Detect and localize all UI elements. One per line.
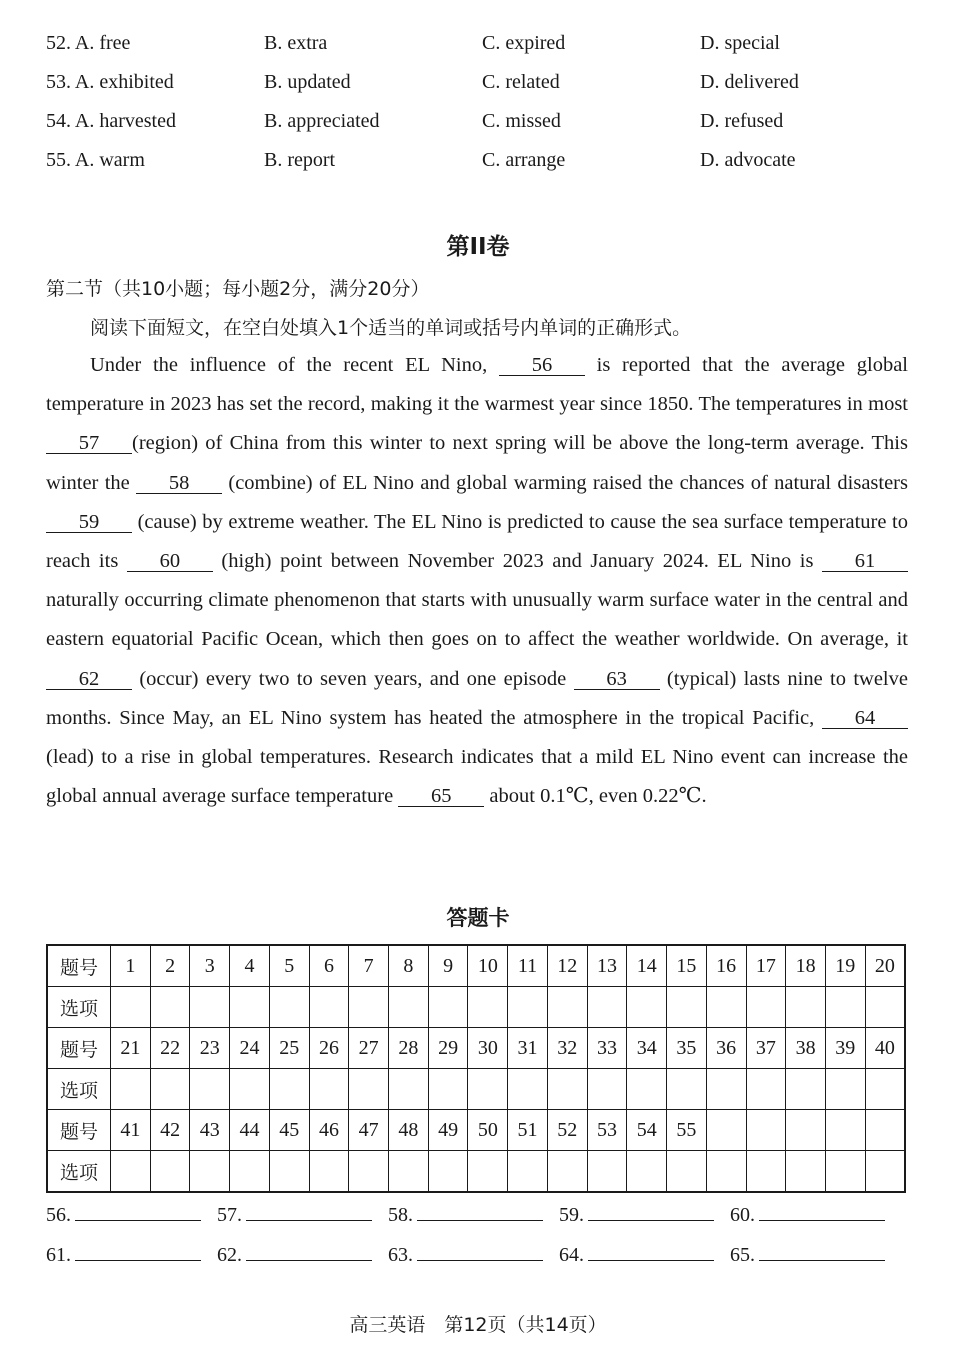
question-number-cell: 52 bbox=[547, 1110, 587, 1151]
instruction: 阅读下面短文，在空白处填入1个适当的单词或括号内单词的正确形式。 bbox=[90, 317, 692, 339]
question-number-cell: 10 bbox=[468, 945, 508, 987]
question-number-cell: 39 bbox=[825, 1028, 865, 1069]
choice-cell[interactable] bbox=[468, 987, 508, 1028]
choice-cell[interactable] bbox=[428, 987, 468, 1028]
choice-cell[interactable] bbox=[746, 987, 786, 1028]
blank-62[interactable]: 62 bbox=[46, 669, 132, 690]
option-d: D. refused bbox=[700, 110, 784, 132]
choice-cell[interactable] bbox=[825, 987, 865, 1028]
question-number-cell bbox=[825, 1110, 865, 1151]
choice-cell[interactable] bbox=[230, 1151, 270, 1193]
choice-cell[interactable] bbox=[667, 1151, 707, 1193]
choice-cell[interactable] bbox=[667, 987, 707, 1028]
question-number-cell: 35 bbox=[667, 1028, 707, 1069]
answer-card-title: 答题卡 bbox=[446, 906, 510, 930]
choice-cell[interactable] bbox=[230, 1069, 270, 1110]
option-a: 54. A. harvested bbox=[46, 110, 176, 132]
passage-text: (combine) of EL Nino and global warming raised the chances of natural disasters bbox=[222, 471, 908, 494]
answer-line[interactable]: 58. bbox=[388, 1204, 543, 1227]
number-label: 题号 bbox=[47, 1028, 111, 1069]
question-number-cell: 25 bbox=[269, 1028, 309, 1069]
choice-cell[interactable] bbox=[111, 1069, 151, 1110]
option-b: B. report bbox=[264, 149, 336, 171]
answer-line[interactable]: 63. bbox=[388, 1244, 543, 1267]
choice-cell[interactable] bbox=[150, 987, 190, 1028]
choice-cell[interactable] bbox=[389, 1069, 429, 1110]
option-d: D. delivered bbox=[700, 71, 799, 93]
blank-63[interactable]: 63 bbox=[574, 669, 660, 690]
choice-cell[interactable] bbox=[547, 1069, 587, 1110]
page-footer: 高三英语 第12页（共14页） bbox=[349, 1314, 607, 1336]
question-number-cell bbox=[865, 1110, 905, 1151]
question-number-cell: 14 bbox=[627, 945, 667, 987]
choice-row bbox=[47, 987, 905, 1028]
choice-cell[interactable] bbox=[269, 1069, 309, 1110]
choice-cell[interactable] bbox=[349, 1069, 389, 1110]
question-number-cell: 15 bbox=[667, 945, 707, 987]
question-number-cell: 8 bbox=[389, 945, 429, 987]
question-number-cell: 32 bbox=[547, 1028, 587, 1069]
choice-cell[interactable] bbox=[111, 1151, 151, 1193]
blank-59[interactable]: 59 bbox=[46, 512, 132, 533]
question-number-cell: 47 bbox=[349, 1110, 389, 1151]
choice-cell[interactable] bbox=[587, 1151, 627, 1193]
question-number-cell: 42 bbox=[150, 1110, 190, 1151]
choice-cell[interactable] bbox=[786, 1069, 826, 1110]
choice-cell[interactable] bbox=[428, 1069, 468, 1110]
question-number-cell: 27 bbox=[349, 1028, 389, 1069]
question-number-cell: 18 bbox=[786, 945, 826, 987]
choice-cell[interactable] bbox=[111, 987, 151, 1028]
question-number-cell: 54 bbox=[627, 1110, 667, 1151]
answer-line[interactable]: 56. bbox=[46, 1204, 201, 1227]
choice-label: 选项 bbox=[47, 1069, 111, 1110]
blank-58[interactable]: 58 bbox=[136, 473, 222, 494]
choice-cell[interactable] bbox=[627, 987, 667, 1028]
choice-cell[interactable] bbox=[587, 1069, 627, 1110]
option-d: D. special bbox=[700, 32, 780, 54]
option-a: 53. A. exhibited bbox=[46, 71, 174, 93]
question-number-cell: 12 bbox=[547, 945, 587, 987]
option-row bbox=[46, 71, 916, 101]
question-number-cell: 23 bbox=[190, 1028, 230, 1069]
question-number-cell: 28 bbox=[389, 1028, 429, 1069]
answer-line[interactable]: 65. bbox=[730, 1244, 885, 1267]
choice-cell[interactable] bbox=[230, 987, 270, 1028]
blank-64[interactable]: 64 bbox=[822, 708, 908, 729]
passage-text: about 0.1℃, even 0.22℃. bbox=[484, 785, 707, 808]
choice-cell[interactable] bbox=[389, 1151, 429, 1193]
choice-cell[interactable] bbox=[349, 1151, 389, 1193]
choice-cell[interactable] bbox=[865, 987, 905, 1028]
choice-cell[interactable] bbox=[746, 1151, 786, 1193]
option-b: B. appreciated bbox=[264, 110, 380, 132]
question-number-cell: 17 bbox=[746, 945, 786, 987]
section-title: 第二节（共10小题；每小题2分，满分20分） bbox=[46, 278, 430, 300]
passage-text: (typical) lasts nine to twelve months. Since May, an EL Nino system has heated the atmosphere in the tropical Pacific, bbox=[46, 667, 908, 729]
choice-cell[interactable] bbox=[865, 1069, 905, 1110]
passage-text: (lead) to a rise in global temperatures. Research indicates that a mild EL Nino event can increase the global annual average surface temperature bbox=[46, 746, 908, 808]
choice-cell[interactable] bbox=[706, 987, 746, 1028]
question-number-cell: 55 bbox=[667, 1110, 707, 1151]
choice-cell[interactable] bbox=[508, 1151, 548, 1193]
option-a: 55. A. warm bbox=[46, 149, 145, 171]
question-number-cell: 41 bbox=[111, 1110, 151, 1151]
choice-label: 选项 bbox=[47, 1151, 111, 1193]
choice-cell[interactable] bbox=[269, 1151, 309, 1193]
passage-text: (region) of China from this winter to next spring will be above the long-term average. This winter the bbox=[46, 432, 908, 494]
question-number-cell: 50 bbox=[468, 1110, 508, 1151]
choice-cell[interactable] bbox=[547, 987, 587, 1028]
passage-text: is reported that the average global temperature in 2023 has set the record, making it the warmest year since 1850. The temperatures in most bbox=[46, 354, 909, 416]
question-number-cell: 13 bbox=[587, 945, 627, 987]
question-number-cell: 3 bbox=[190, 945, 230, 987]
option-b: B. extra bbox=[264, 32, 328, 54]
blank-61[interactable]: 61 bbox=[822, 551, 908, 572]
choice-cell[interactable] bbox=[349, 987, 389, 1028]
question-number-cell: 37 bbox=[746, 1028, 786, 1069]
question-number-cell: 46 bbox=[309, 1110, 349, 1151]
answer-line[interactable]: 61. bbox=[46, 1244, 201, 1267]
question-number-cell: 19 bbox=[825, 945, 865, 987]
question-number-cell: 1 bbox=[111, 945, 151, 987]
question-number-cell: 40 bbox=[865, 1028, 905, 1069]
choice-cell[interactable] bbox=[508, 987, 548, 1028]
question-number-cell: 20 bbox=[865, 945, 905, 987]
number-row bbox=[47, 1028, 905, 1069]
volume-title: 第II卷 bbox=[446, 234, 510, 260]
passage-text: (occur) every two to seven years, and one episode bbox=[132, 667, 574, 690]
blank-57[interactable]: 57 bbox=[46, 433, 132, 454]
passage-text: naturally occurring climate phenomenon that starts with unusually warm surface water in the central and eastern equatorial Pacific Ocean, which then goes on to affect the weather worldwide. On average, it bbox=[46, 589, 908, 651]
question-number-cell: 38 bbox=[786, 1028, 826, 1069]
option-c: C. related bbox=[482, 71, 560, 93]
choice-cell[interactable] bbox=[468, 1069, 508, 1110]
question-number-cell: 22 bbox=[150, 1028, 190, 1069]
choice-cell[interactable] bbox=[309, 1151, 349, 1193]
passage bbox=[46, 346, 908, 816]
question-number-cell: 48 bbox=[389, 1110, 429, 1151]
question-number-cell: 4 bbox=[230, 945, 270, 987]
choice-cell[interactable] bbox=[706, 1151, 746, 1193]
question-number-cell: 26 bbox=[309, 1028, 349, 1069]
option-row bbox=[46, 149, 916, 179]
choice-cell[interactable] bbox=[627, 1069, 667, 1110]
question-number-cell: 45 bbox=[269, 1110, 309, 1151]
question-number-cell: 21 bbox=[111, 1028, 151, 1069]
answer-line[interactable]: 59. bbox=[559, 1204, 714, 1227]
question-number-cell bbox=[706, 1110, 746, 1151]
question-number-cell: 5 bbox=[269, 945, 309, 987]
choice-cell[interactable] bbox=[627, 1151, 667, 1193]
blank-60[interactable]: 60 bbox=[127, 551, 213, 572]
choice-cell[interactable] bbox=[508, 1069, 548, 1110]
number-label: 题号 bbox=[47, 945, 111, 987]
option-a: 52. A. free bbox=[46, 32, 131, 54]
question-number-cell: 24 bbox=[230, 1028, 270, 1069]
question-number-cell: 11 bbox=[508, 945, 548, 987]
option-row bbox=[46, 32, 916, 62]
answer-line[interactable]: 60. bbox=[730, 1204, 885, 1227]
answer-line[interactable]: 57. bbox=[217, 1204, 372, 1227]
question-number-cell: 31 bbox=[508, 1028, 548, 1069]
choice-cell[interactable] bbox=[389, 987, 429, 1028]
passage-text: (high) point between November 2023 and January 2024. EL Nino is bbox=[212, 550, 822, 573]
option-c: C. expired bbox=[482, 32, 566, 54]
choice-cell[interactable] bbox=[190, 1151, 230, 1193]
choice-row bbox=[47, 1069, 905, 1110]
question-number-cell: 7 bbox=[349, 945, 389, 987]
choice-cell[interactable] bbox=[190, 1069, 230, 1110]
choice-cell[interactable] bbox=[150, 1151, 190, 1193]
passage-text: Under the influence of the recent EL Nino, bbox=[90, 354, 499, 376]
choice-label: 选项 bbox=[47, 987, 111, 1028]
question-number-cell bbox=[746, 1110, 786, 1151]
question-number-cell: 53 bbox=[587, 1110, 627, 1151]
choice-cell[interactable] bbox=[746, 1069, 786, 1110]
option-c: C. arrange bbox=[482, 149, 566, 171]
choice-cell[interactable] bbox=[706, 1069, 746, 1110]
choice-cell[interactable] bbox=[428, 1151, 468, 1193]
choice-cell[interactable] bbox=[468, 1151, 508, 1193]
choice-cell[interactable] bbox=[786, 1151, 826, 1193]
option-row bbox=[46, 110, 916, 140]
question-number-cell: 49 bbox=[428, 1110, 468, 1151]
choice-row bbox=[47, 1151, 905, 1193]
choice-cell[interactable] bbox=[667, 1069, 707, 1110]
question-number-cell: 44 bbox=[230, 1110, 270, 1151]
number-row bbox=[47, 1110, 905, 1151]
option-c: C. missed bbox=[482, 110, 561, 132]
choice-cell[interactable] bbox=[587, 987, 627, 1028]
question-number-cell: 51 bbox=[508, 1110, 548, 1151]
choice-cell[interactable] bbox=[825, 1069, 865, 1110]
answer-line-row bbox=[46, 1204, 906, 1232]
answer-line-row bbox=[46, 1244, 906, 1272]
question-number-cell: 16 bbox=[706, 945, 746, 987]
choice-cell[interactable] bbox=[150, 1069, 190, 1110]
question-number-cell: 30 bbox=[468, 1028, 508, 1069]
question-number-cell: 36 bbox=[706, 1028, 746, 1069]
choice-cell[interactable] bbox=[547, 1151, 587, 1193]
question-number-cell: 2 bbox=[150, 945, 190, 987]
question-number-cell: 9 bbox=[428, 945, 468, 987]
question-number-cell: 43 bbox=[190, 1110, 230, 1151]
answer-line[interactable]: 64. bbox=[559, 1244, 714, 1267]
blank-56[interactable]: 56 bbox=[499, 355, 585, 376]
passage-text: (cause) by extreme weather. The EL Nino is predicted to cause the sea surface temperature to reach its bbox=[46, 510, 908, 573]
answer-card-table bbox=[46, 944, 906, 1193]
question-number-cell: 34 bbox=[627, 1028, 667, 1069]
blank-65[interactable]: 65 bbox=[398, 786, 484, 807]
option-d: D. advocate bbox=[700, 149, 796, 171]
choice-cell[interactable] bbox=[786, 987, 826, 1028]
question-number-cell: 29 bbox=[428, 1028, 468, 1069]
number-label: 题号 bbox=[47, 1110, 111, 1151]
choice-cell[interactable] bbox=[309, 987, 349, 1028]
choice-cell[interactable] bbox=[269, 987, 309, 1028]
choice-cell[interactable] bbox=[825, 1151, 865, 1193]
question-number-cell bbox=[786, 1110, 826, 1151]
question-number-cell: 6 bbox=[309, 945, 349, 987]
choice-cell[interactable] bbox=[190, 987, 230, 1028]
option-b: B. updated bbox=[264, 71, 351, 93]
choice-cell[interactable] bbox=[309, 1069, 349, 1110]
choice-cell[interactable] bbox=[865, 1151, 905, 1193]
answer-line[interactable]: 62. bbox=[217, 1244, 372, 1267]
question-number-cell: 33 bbox=[587, 1028, 627, 1069]
number-row bbox=[47, 945, 905, 987]
